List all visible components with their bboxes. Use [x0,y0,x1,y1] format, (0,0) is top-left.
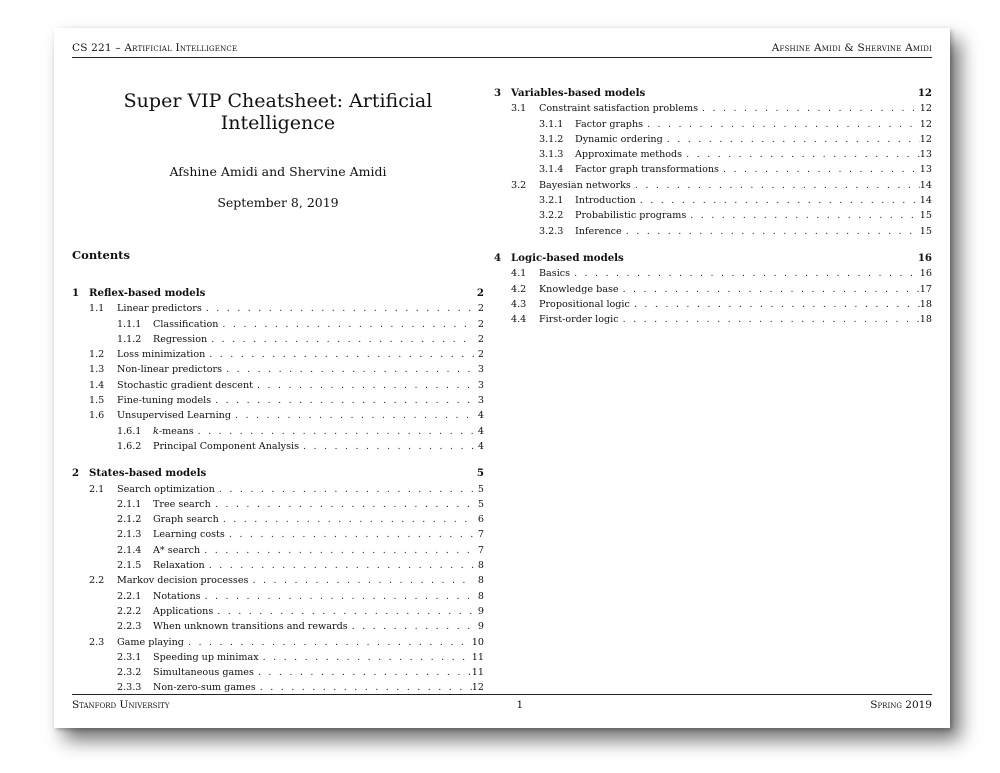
toc-section [72,286,484,454]
toc-entry[interactable] [494,178,932,193]
toc-entry-page: 3 [477,395,484,407]
toc-entry-number: 1.4 [89,379,105,391]
toc-entry-page: 14 [919,195,932,207]
toc-entry-title: First-order logic [539,314,619,326]
toc-entry-page: 10 [471,636,484,648]
toc-entry-title: Applications [153,605,214,617]
toc-entry-page: 16 [917,251,932,264]
toc-entry-title: Constraint satisfaction problems [539,103,699,115]
toc-entry[interactable] [494,282,932,297]
toc-entry-number: 1.2 [89,349,105,361]
toc-entry-title: Introduction [575,195,636,207]
toc-entry-number: 3.1 [511,103,527,115]
footer-term: Spring 2019 [870,699,932,711]
authors-text: Afshine Amidi and Shervine Amidi [169,164,387,179]
toc-entry-page: 14 [919,179,932,191]
toc-entry-page: 9 [477,605,484,617]
toc-entry-title: k-means [153,425,194,437]
toc-entry-number: 4.2 [511,283,527,295]
toc-entry[interactable] [72,558,484,573]
toc-entry-page: 7 [477,529,484,541]
toc-entry-number: 2.2.3 [117,621,142,633]
toc-entry[interactable] [72,317,484,332]
toc-entry-page: 2 [477,333,484,345]
toc-entry[interactable] [494,117,932,132]
toc-dot-leader [702,101,920,116]
toc-entry-page: 3 [477,379,484,391]
toc-entry-number: 3.2.2 [539,210,564,222]
toc-entry-number: 2.1.5 [117,560,142,572]
toc-dot-leader [640,193,920,208]
toc-entry[interactable] [72,635,484,650]
toc-entry[interactable] [494,297,932,312]
toc-entry-number: 2.2.1 [117,590,142,602]
toc-entry[interactable] [494,132,932,147]
toc-entry-title: Linear predictors [117,303,202,315]
toc-dot-leader [209,558,474,573]
toc-entry-title: Factor graph transformations [575,164,719,176]
toc-dot-leader [263,650,472,665]
toc-entry-title: Unsupervised Learning [117,410,231,422]
toc-dot-leader [206,301,474,316]
toc-entry[interactable] [494,193,932,208]
toc-entry[interactable] [72,378,484,393]
toc-dot-leader [352,619,474,634]
toc-entry-title: Dynamic ordering [575,133,663,145]
toc-entry-page: 12 [471,682,484,694]
toc-entry[interactable] [494,224,932,239]
toc-entry[interactable] [72,347,484,362]
toc-entry-title: Approximate methods [575,149,683,161]
toc-entry-title: Search optimization [117,483,215,495]
toc-entry-number: 2.1 [89,483,105,495]
toc-dot-leader [198,424,474,439]
toc-dot-leader [217,604,474,619]
toc-entry-page: 2 [477,349,484,361]
toc-dot-leader [634,297,920,312]
document-title: Super VIP Cheatsheet: Artificial Intelligence [123,90,433,134]
toc-entry-page: 12 [919,118,932,130]
toc-entry-page: 6 [477,514,484,526]
toc-entry-page: 8 [477,560,484,572]
toc-dot-leader [252,573,474,588]
left-column [72,86,484,708]
toc-entry-title: Principal Component Analysis [153,440,300,452]
toc-entry-number: 3.1.3 [539,149,564,161]
toc-entry-title: Logic-based models [511,251,624,264]
toc-entry-page: 9 [477,621,484,633]
toc-entry-title: Non-linear predictors [117,364,223,376]
toc-entry-number: 3.2.1 [539,195,564,207]
toc-entry-number: 2.2.2 [117,605,142,617]
toc-entry-page: 2 [477,303,484,315]
toc-entry-page: 8 [477,575,484,587]
running-header [72,42,932,58]
toc-entry[interactable] [72,466,484,481]
toc-entry-title: States-based models [89,467,207,480]
toc-entry-number: 3.2 [511,179,527,191]
toc-dot-leader [626,224,920,239]
toc-entry-number: 3.1.2 [539,133,564,145]
toc-entry[interactable] [494,208,932,223]
toc-dot-leader [623,282,920,297]
toc-dot-leader [235,408,474,423]
toc-section [494,251,932,327]
toc-dot-leader [223,512,474,527]
footer-institution: Stanford University [72,699,170,711]
document-authors [72,164,484,179]
toc-entry-title: Loss minimization [117,349,206,361]
toc-entry-page: 15 [919,225,932,237]
toc-entry[interactable] [72,424,484,439]
toc-dot-leader [229,527,474,542]
document-date: September 8, 2019 [217,195,339,210]
toc-entry[interactable] [72,573,484,588]
toc-dot-leader [204,543,474,558]
toc-entry-title: Simultaneous games [153,667,254,679]
right-column [494,86,932,339]
toc-dot-leader [205,589,474,604]
toc-entry-page: 5 [477,483,484,495]
toc-dot-leader [257,378,474,393]
toc-entry-page: 18 [919,314,932,326]
toc-entry-title: When unknown transitions and rewards [153,621,348,633]
toc-entry[interactable] [72,408,484,423]
toc-dot-leader [215,497,474,512]
toc-entry-title: Propositional logic [539,298,630,310]
toc-entry-title: Bayesian networks [539,179,631,191]
toc-entry-number: 2.3.3 [117,682,142,694]
toc-entry-number: 4.4 [511,314,527,326]
toc-entry-number: 2.1.2 [117,514,142,526]
toc-entry-number: 2.3.1 [117,651,142,663]
toc-dot-leader [222,317,474,332]
toc-entry-page: 16 [919,268,932,280]
toc-entry-title: Graph search [153,514,219,526]
toc-entry[interactable] [72,527,484,542]
toc-entry-number: 4.1 [511,268,527,280]
toc-entry[interactable] [72,604,484,619]
toc-entry-number: 2.2 [89,575,105,587]
toc-entry-number: 2.1.1 [117,498,142,510]
toc-dot-leader [623,312,920,327]
toc-dot-leader [723,162,920,177]
toc-entry-page: 15 [919,210,932,222]
toc-entry-title: Classification [153,318,219,330]
toc-entry-page: 4 [477,440,484,452]
contents-heading: Contents [72,248,130,262]
toc-entry-page: 12 [917,87,932,99]
toc-entry-number: 2.1.3 [117,529,142,541]
toc-entry-number: 4.3 [511,298,527,310]
toc-entry[interactable] [72,543,484,558]
toc-entry-number: 3.1.4 [539,164,564,176]
toc-entry-title: Fine-tuning models [117,395,212,407]
toc-entry[interactable] [72,589,484,604]
toc-entry-page: 18 [919,298,932,310]
toc-dot-leader [188,635,472,650]
toc-entry-number: 3 [494,87,502,99]
toc-entry-title: Notations [153,590,201,602]
toc-entry-page: 11 [471,651,484,663]
toc-dot-leader [686,147,920,162]
toc-dot-leader [690,208,920,223]
toc-entry-number: 1.5 [89,395,105,407]
toc-entry[interactable] [494,162,932,177]
toc-entry-page: 5 [476,467,484,480]
toc-dot-leader [258,665,472,680]
toc-entry[interactable] [494,266,932,281]
toc-section [72,466,484,695]
toc-entry-title: Game playing [117,636,184,648]
toc-dot-leader [209,347,474,362]
header-authors: Afshine Amidi & Shervine Amidi [771,42,932,54]
toc-entry-title: Probabilistic programs [575,210,687,222]
toc-entry[interactable] [72,362,484,377]
toc-entry-page: 7 [477,544,484,556]
toc-entry-number: 3.2.3 [539,225,564,237]
toc-entry-number: 1.6.1 [117,425,142,437]
toc-entry[interactable] [494,86,932,101]
toc-entry[interactable] [72,439,484,454]
toc-entry-number: 2.3.2 [117,667,142,679]
toc-entry[interactable] [72,393,484,408]
toc-entry[interactable] [494,312,932,327]
toc-entry[interactable] [72,665,484,680]
toc-entry-title: Basics [539,268,571,280]
running-footer [72,694,932,711]
toc-entry[interactable] [494,101,932,116]
toc-entry-page: 13 [919,164,932,176]
toc-dot-leader [303,439,474,454]
toc-entry[interactable] [72,619,484,634]
toc-entry[interactable] [494,251,932,266]
toc-entry-title: Relaxation [153,560,205,572]
toc-entry-page: 8 [477,590,484,602]
toc-entry-number: 1.1.1 [117,318,142,330]
toc-entry-title: A* search [153,544,201,556]
toc-dot-leader [226,362,474,377]
toc-entry-title: Stochastic gradient descent [117,379,253,391]
toc-entry-title: Regression [153,333,208,345]
toc-entry-number: 1.1.2 [117,333,142,345]
toc-dot-leader [219,482,474,497]
toc-dot-leader [647,117,920,132]
toc-entry-page: 2 [477,318,484,330]
toc-entry-page: 2 [476,287,484,299]
toc-entry-page: 11 [471,667,484,679]
toc-entry-number: 1.3 [89,364,105,376]
page-number: 1 [516,699,524,711]
toc-entry-page: 12 [919,133,932,145]
toc-entry[interactable] [72,497,484,512]
toc-entry[interactable] [72,286,484,301]
table-of-contents-left [72,286,484,696]
toc-entry-title: Non-zero-sum games [153,682,256,694]
toc-dot-leader [635,178,920,193]
toc-entry-number: 2.1.4 [117,544,142,556]
toc-entry-number: 1 [72,287,80,299]
toc-entry[interactable] [494,147,932,162]
toc-entry-title: Speeding up minimax [153,651,259,663]
toc-entry-page: 4 [477,425,484,437]
toc-entry-page: 12 [919,103,932,115]
toc-entry-number: 2.3 [89,636,105,648]
toc-entry[interactable] [72,301,484,316]
toc-entry-title: Markov decision processes [117,575,249,587]
toc-entry-title: Tree search [153,498,211,510]
toc-dot-leader [667,132,920,147]
header-course: CS 221 – Artificial Intelligence [72,42,238,54]
toc-entry-number: 1.1 [89,303,105,315]
toc-dot-leader [574,266,920,281]
toc-section [494,86,932,239]
toc-entry-title: Variables-based models [511,87,646,99]
toc-entry[interactable] [72,512,484,527]
toc-entry-title: Reflex-based models [89,287,206,299]
document-page [54,28,950,728]
toc-entry-page: 17 [919,283,932,295]
toc-entry[interactable] [72,482,484,497]
toc-entry-number: 1.6.2 [117,440,142,452]
toc-entry-number: 4 [494,251,502,264]
toc-entry-page: 4 [477,410,484,422]
toc-entry-page: 13 [919,149,932,161]
toc-entry-title: Inference [575,225,622,237]
toc-entry-title: Learning costs [153,529,225,541]
table-of-contents-right [494,86,932,327]
toc-dot-leader [211,332,474,347]
toc-entry[interactable] [72,650,484,665]
toc-entry-page: 5 [477,498,484,510]
toc-entry-number: 1.6 [89,410,105,422]
toc-entry-number: 3.1.1 [539,118,564,130]
toc-entry-page: 3 [477,364,484,376]
toc-entry-number: 2 [72,467,80,480]
toc-entry-title: Knowledge base [539,283,619,295]
toc-entry[interactable] [72,332,484,347]
toc-entry-title: Factor graphs [575,118,644,130]
toc-dot-leader [215,393,474,408]
